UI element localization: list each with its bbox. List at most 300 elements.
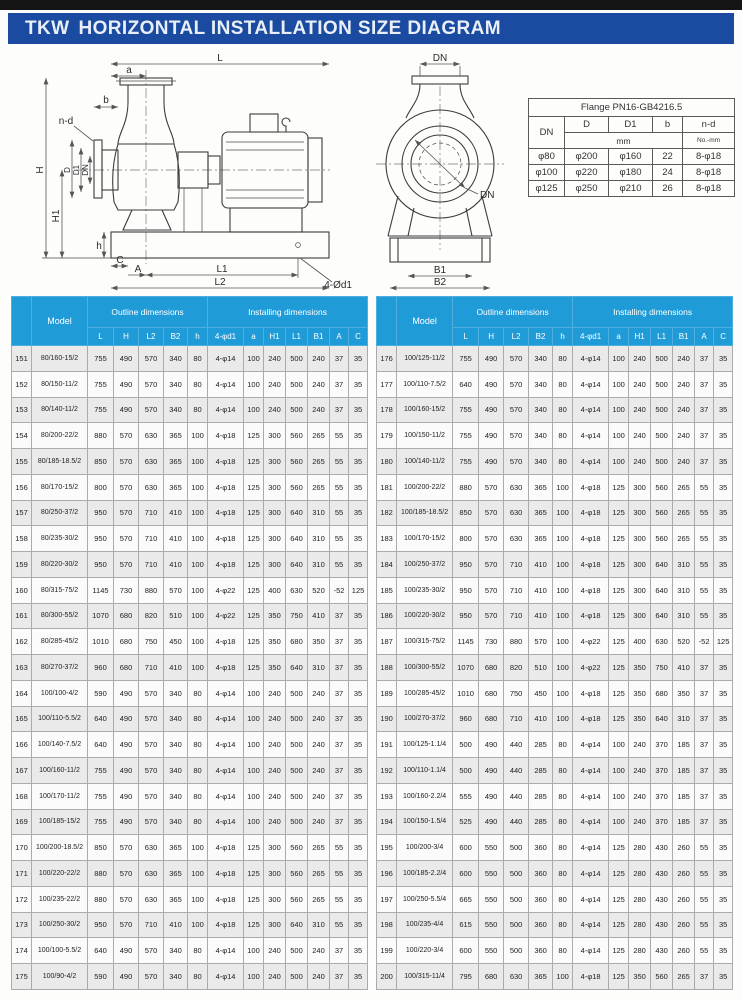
value-cell: 340 (164, 706, 188, 732)
value-cell: 240 (673, 397, 695, 423)
value-cell: 630 (139, 861, 164, 887)
model-cell: 80/250-37/2 (32, 500, 88, 526)
value-cell: 240 (308, 783, 330, 809)
row-number-cell: 186 (377, 603, 397, 629)
value-cell: 570 (479, 500, 504, 526)
value-cell: 4-φ18 (573, 526, 609, 552)
value-cell: 240 (629, 371, 651, 397)
value-cell: 125 (244, 655, 264, 681)
value-cell: 35 (714, 500, 733, 526)
value-cell: 125 (609, 680, 629, 706)
value-cell: 500 (286, 964, 308, 990)
value-cell: 100 (609, 732, 629, 758)
value-cell: 35 (349, 423, 368, 449)
value-cell: 35 (714, 809, 733, 835)
value-cell: 37 (695, 449, 714, 475)
col-L2: L2 (139, 328, 164, 346)
value-cell: 560 (286, 449, 308, 475)
dim-H: H (35, 166, 46, 174)
value-cell: 100 (609, 449, 629, 475)
value-cell: 35 (714, 938, 733, 964)
value-cell: 35 (714, 397, 733, 423)
value-cell: 310 (673, 603, 695, 629)
flange-table (528, 98, 735, 197)
value-cell: 240 (264, 371, 286, 397)
value-cell: 35 (349, 449, 368, 475)
row-number-cell: 163 (12, 655, 32, 681)
row-number-cell: 159 (12, 552, 32, 578)
value-cell: 570 (114, 500, 139, 526)
model-cell: 80/270-37/2 (32, 655, 88, 681)
value-cell: 630 (139, 835, 164, 861)
table-row (12, 577, 368, 603)
value-cell: 35 (714, 783, 733, 809)
value-cell: φ180 (609, 165, 653, 181)
value-cell: 560 (286, 886, 308, 912)
value-cell: 350 (629, 964, 651, 990)
value-cell: 100 (553, 552, 573, 578)
value-cell: 1070 (88, 603, 114, 629)
value-cell: 570 (504, 449, 529, 475)
table-row (12, 474, 368, 500)
table-row (529, 181, 735, 197)
col-B1: B1 (673, 328, 695, 346)
value-cell: 37 (695, 783, 714, 809)
value-cell: 640 (286, 500, 308, 526)
model-cell: φ200 (565, 149, 609, 165)
table-row (12, 783, 368, 809)
value-cell: 35 (714, 474, 733, 500)
model-cell: 100/110-7.5/2 (397, 371, 453, 397)
row-number-cell: 191 (377, 732, 397, 758)
value-cell: 710 (139, 500, 164, 526)
value-cell: 35 (714, 655, 733, 681)
col-H1: H1 (629, 328, 651, 346)
value-cell: 80 (188, 758, 208, 784)
value-cell: 590 (88, 964, 114, 990)
value-cell: 350 (264, 629, 286, 655)
value-cell: 240 (264, 706, 286, 732)
row-number-cell: 157 (12, 500, 32, 526)
value-cell: 570 (504, 346, 529, 372)
value-cell: 240 (308, 964, 330, 990)
value-cell: 4-φ14 (573, 346, 609, 372)
value-cell: 310 (673, 552, 695, 578)
value-cell: 37 (330, 783, 349, 809)
value-cell: 410 (529, 577, 553, 603)
model-cell: 80/150-11/2 (32, 371, 88, 397)
value-cell: 570 (479, 552, 504, 578)
value-cell: 310 (308, 500, 330, 526)
model-cell: 100/160-11/2 (32, 758, 88, 784)
value-cell: 35 (349, 706, 368, 732)
table-row (377, 552, 733, 578)
value-cell: 37 (330, 758, 349, 784)
value-cell: 240 (629, 732, 651, 758)
value-cell: 490 (114, 706, 139, 732)
value-cell: 430 (651, 912, 673, 938)
value-cell: 4-φ14 (208, 783, 244, 809)
dim-4-d1: 4-Ød1 (324, 280, 352, 291)
value-cell: 640 (286, 912, 308, 938)
table-row (377, 655, 733, 681)
value-cell: 35 (714, 449, 733, 475)
value-cell: 880 (504, 629, 529, 655)
row-number-cell: 154 (12, 423, 32, 449)
value-cell: 950 (88, 552, 114, 578)
value-cell: 100 (553, 629, 573, 655)
value-cell: 265 (308, 835, 330, 861)
table-row (12, 397, 368, 423)
value-cell: 240 (264, 732, 286, 758)
value-cell: 630 (504, 500, 529, 526)
value-cell: 440 (504, 783, 529, 809)
value-cell: 8-φ18 (683, 181, 735, 197)
value-cell: 100 (553, 603, 573, 629)
value-cell: 400 (629, 629, 651, 655)
table-row (377, 629, 733, 655)
value-cell: 490 (114, 758, 139, 784)
value-cell: 850 (88, 449, 114, 475)
value-cell: 280 (629, 835, 651, 861)
table-row (377, 706, 733, 732)
model-cell: 80/200-22/2 (32, 423, 88, 449)
value-cell: 950 (453, 603, 479, 629)
value-cell: 680 (479, 680, 504, 706)
table-row (377, 449, 733, 475)
value-cell: 500 (286, 783, 308, 809)
col-C: C (714, 328, 733, 346)
value-cell: 750 (286, 603, 308, 629)
table-row (377, 732, 733, 758)
value-cell: 410 (673, 655, 695, 681)
value-cell: 100 (609, 423, 629, 449)
value-cell: 80 (188, 964, 208, 990)
value-cell: 100 (188, 552, 208, 578)
value-cell: 285 (529, 758, 553, 784)
model-cell: 100/160-2.2/4 (397, 783, 453, 809)
col-a: a (244, 328, 264, 346)
value-cell: 490 (479, 397, 504, 423)
value-cell: 80 (553, 809, 573, 835)
value-cell: 35 (349, 603, 368, 629)
value-cell: 570 (139, 397, 164, 423)
value-cell: 365 (164, 449, 188, 475)
value-cell: 125 (244, 861, 264, 887)
value-cell: 730 (114, 577, 139, 603)
value-cell: 340 (164, 397, 188, 423)
value-cell: 880 (453, 474, 479, 500)
col-B2: B2 (164, 328, 188, 346)
table-row (529, 165, 735, 181)
value-cell: 630 (504, 964, 529, 990)
value-cell: 35 (349, 526, 368, 552)
value-cell: 240 (629, 423, 651, 449)
value-cell: 4-φ14 (208, 397, 244, 423)
value-cell: 80 (553, 758, 573, 784)
value-cell: 630 (139, 449, 164, 475)
value-cell: 100 (244, 680, 264, 706)
value-cell: 4-φ14 (573, 886, 609, 912)
value-cell: 37 (695, 732, 714, 758)
value-cell: 490 (114, 680, 139, 706)
model-cell: 100/125-11/2 (397, 346, 453, 372)
table-row (377, 500, 733, 526)
value-cell: 100 (188, 577, 208, 603)
table-row (529, 149, 735, 165)
value-cell: 55 (695, 552, 714, 578)
value-cell: 100 (188, 423, 208, 449)
row-number-cell: 156 (12, 474, 32, 500)
value-cell: 100 (244, 809, 264, 835)
row-number-cell: 167 (12, 758, 32, 784)
table-row (12, 964, 368, 990)
value-cell: 755 (453, 397, 479, 423)
value-cell: 1010 (453, 680, 479, 706)
value-cell: 570 (479, 474, 504, 500)
value-cell: 640 (88, 938, 114, 964)
row-number-cell: 165 (12, 706, 32, 732)
row-number-cell: 194 (377, 809, 397, 835)
row-number-cell: 173 (12, 912, 32, 938)
value-cell: 100 (244, 938, 264, 964)
value-cell: 490 (114, 732, 139, 758)
value-cell: 35 (349, 500, 368, 526)
value-cell: 280 (629, 912, 651, 938)
value-cell: 35 (349, 964, 368, 990)
value-cell: 630 (504, 526, 529, 552)
value-cell: 185 (673, 783, 695, 809)
dim-DN: DN (81, 164, 90, 176)
value-cell: 240 (629, 449, 651, 475)
row-number-cell: 183 (377, 526, 397, 552)
value-cell: 490 (479, 758, 504, 784)
value-cell: 24 (653, 165, 683, 181)
value-cell: 55 (695, 474, 714, 500)
row-number-cell: 176 (377, 346, 397, 372)
value-cell: 35 (714, 552, 733, 578)
value-cell: 370 (651, 783, 673, 809)
value-cell: 80 (553, 861, 573, 887)
value-cell: 800 (88, 474, 114, 500)
value-cell: 100 (553, 655, 573, 681)
value-cell: 570 (139, 758, 164, 784)
model-cell: 100/170-11/2 (32, 783, 88, 809)
value-cell: 490 (114, 783, 139, 809)
value-cell: 410 (529, 603, 553, 629)
value-cell: 755 (88, 371, 114, 397)
flange-col-b: b (653, 117, 683, 133)
value-cell: 100 (609, 371, 629, 397)
value-cell: 4-φ18 (208, 423, 244, 449)
value-cell: 350 (673, 680, 695, 706)
value-cell: 730 (479, 629, 504, 655)
value-cell: 500 (453, 732, 479, 758)
value-cell: 265 (308, 449, 330, 475)
value-cell: 35 (714, 603, 733, 629)
value-cell: 365 (164, 474, 188, 500)
value-cell: 755 (88, 783, 114, 809)
value-cell: 400 (264, 577, 286, 603)
value-cell: 80 (188, 371, 208, 397)
row-number-cell: 190 (377, 706, 397, 732)
flange-col-dn: DN (529, 117, 565, 149)
model-cell: 100/200-18.5/2 (32, 835, 88, 861)
value-cell: 80 (553, 938, 573, 964)
model-cell: 100/150-11/2 (397, 423, 453, 449)
value-cell: 360 (529, 912, 553, 938)
value-cell: 125 (714, 629, 733, 655)
value-cell: 430 (651, 861, 673, 887)
value-cell: 490 (114, 964, 139, 990)
value-cell: 35 (349, 835, 368, 861)
value-cell: 55 (330, 526, 349, 552)
value-cell: 35 (349, 680, 368, 706)
value-cell: 560 (286, 423, 308, 449)
value-cell: 55 (330, 423, 349, 449)
row-number-cell: 189 (377, 680, 397, 706)
flange-col-d: D (565, 117, 609, 133)
row-number-cell: φ100 (529, 165, 565, 181)
col-A: A (330, 328, 349, 346)
col-L1: L1 (286, 328, 308, 346)
value-cell: 450 (164, 629, 188, 655)
value-cell: 55 (695, 603, 714, 629)
dim-C: C (116, 255, 124, 266)
value-cell: 570 (114, 449, 139, 475)
value-cell: 37 (330, 964, 349, 990)
model-cell: 100/285-45/2 (397, 680, 453, 706)
value-cell: 55 (330, 861, 349, 887)
value-cell: 490 (479, 809, 504, 835)
value-cell: 55 (695, 912, 714, 938)
value-cell: 500 (651, 346, 673, 372)
value-cell: 37 (330, 371, 349, 397)
value-cell: 960 (88, 655, 114, 681)
col-B1: B1 (308, 328, 330, 346)
value-cell: 410 (164, 655, 188, 681)
value-cell: 570 (114, 423, 139, 449)
value-cell: 4-φ14 (573, 371, 609, 397)
value-cell: 500 (504, 912, 529, 938)
value-cell: 500 (286, 346, 308, 372)
row-number-cell: 199 (377, 938, 397, 964)
value-cell: 80 (553, 886, 573, 912)
value-cell: 490 (479, 732, 504, 758)
value-cell: 350 (308, 629, 330, 655)
col-L1: L1 (651, 328, 673, 346)
table-row (12, 449, 368, 475)
row-number-cell: 158 (12, 526, 32, 552)
value-cell: 755 (453, 423, 479, 449)
value-cell: 35 (349, 758, 368, 784)
value-cell: 185 (673, 809, 695, 835)
value-cell: 4-φ14 (573, 861, 609, 887)
value-cell: 37 (330, 938, 349, 964)
table-row (12, 526, 368, 552)
model-cell: 80/185-18.5/2 (32, 449, 88, 475)
value-cell: 125 (609, 474, 629, 500)
value-cell: 550 (479, 912, 504, 938)
value-cell: 640 (88, 732, 114, 758)
value-cell: 340 (529, 397, 553, 423)
value-cell: 80 (553, 397, 573, 423)
value-cell: 55 (330, 500, 349, 526)
row-number-cell: 193 (377, 783, 397, 809)
value-cell: 4-φ18 (208, 655, 244, 681)
value-cell: 710 (139, 912, 164, 938)
value-cell: 4-φ18 (573, 680, 609, 706)
value-cell: 960 (453, 706, 479, 732)
value-cell: 22 (653, 149, 683, 165)
value-cell: 500 (286, 706, 308, 732)
value-cell: 100 (188, 835, 208, 861)
value-cell: 500 (651, 397, 673, 423)
right-table-body (377, 346, 733, 990)
value-cell: 4-φ14 (573, 809, 609, 835)
value-cell: 310 (673, 706, 695, 732)
value-cell: 365 (529, 500, 553, 526)
value-cell: 680 (114, 655, 139, 681)
value-cell: 680 (114, 629, 139, 655)
value-cell: 55 (695, 577, 714, 603)
value-cell: 265 (673, 964, 695, 990)
table-row (12, 912, 368, 938)
value-cell: 360 (529, 886, 553, 912)
value-cell: 310 (308, 552, 330, 578)
table-row (377, 577, 733, 603)
value-cell: 300 (629, 526, 651, 552)
value-cell: 640 (651, 603, 673, 629)
value-cell: 35 (714, 346, 733, 372)
dimension-table-right (376, 296, 733, 990)
value-cell: 4-φ22 (208, 577, 244, 603)
value-cell: 500 (504, 835, 529, 861)
value-cell: 500 (286, 732, 308, 758)
value-cell: 125 (244, 526, 264, 552)
row-number-cell: 151 (12, 346, 32, 372)
value-cell: 370 (651, 758, 673, 784)
value-cell: 100 (609, 758, 629, 784)
value-cell: 340 (529, 449, 553, 475)
model-cell: 100/250-5.5/4 (397, 886, 453, 912)
value-cell: 265 (308, 886, 330, 912)
value-cell: 285 (529, 783, 553, 809)
value-cell: 240 (308, 346, 330, 372)
value-cell: 80 (553, 371, 573, 397)
value-cell: 570 (479, 577, 504, 603)
flange-table-title: Flange PN16-GB4216.5 (529, 99, 735, 117)
value-cell: 80 (188, 706, 208, 732)
value-cell: 80 (188, 680, 208, 706)
row-number-cell: 164 (12, 680, 32, 706)
value-cell: 430 (651, 938, 673, 964)
dim-H1: H1 (51, 209, 62, 223)
brand-label: TKW (25, 18, 70, 39)
col-L: L (453, 328, 479, 346)
value-cell: 100 (609, 397, 629, 423)
value-cell: 430 (651, 886, 673, 912)
value-cell: 1145 (453, 629, 479, 655)
value-cell: 280 (629, 886, 651, 912)
value-cell: 800 (453, 526, 479, 552)
value-cell: 755 (88, 809, 114, 835)
value-cell: 350 (629, 655, 651, 681)
installing-group-header: Installing dimensions (208, 297, 368, 328)
table-row (12, 629, 368, 655)
value-cell: 125 (244, 577, 264, 603)
value-cell: 300 (264, 835, 286, 861)
